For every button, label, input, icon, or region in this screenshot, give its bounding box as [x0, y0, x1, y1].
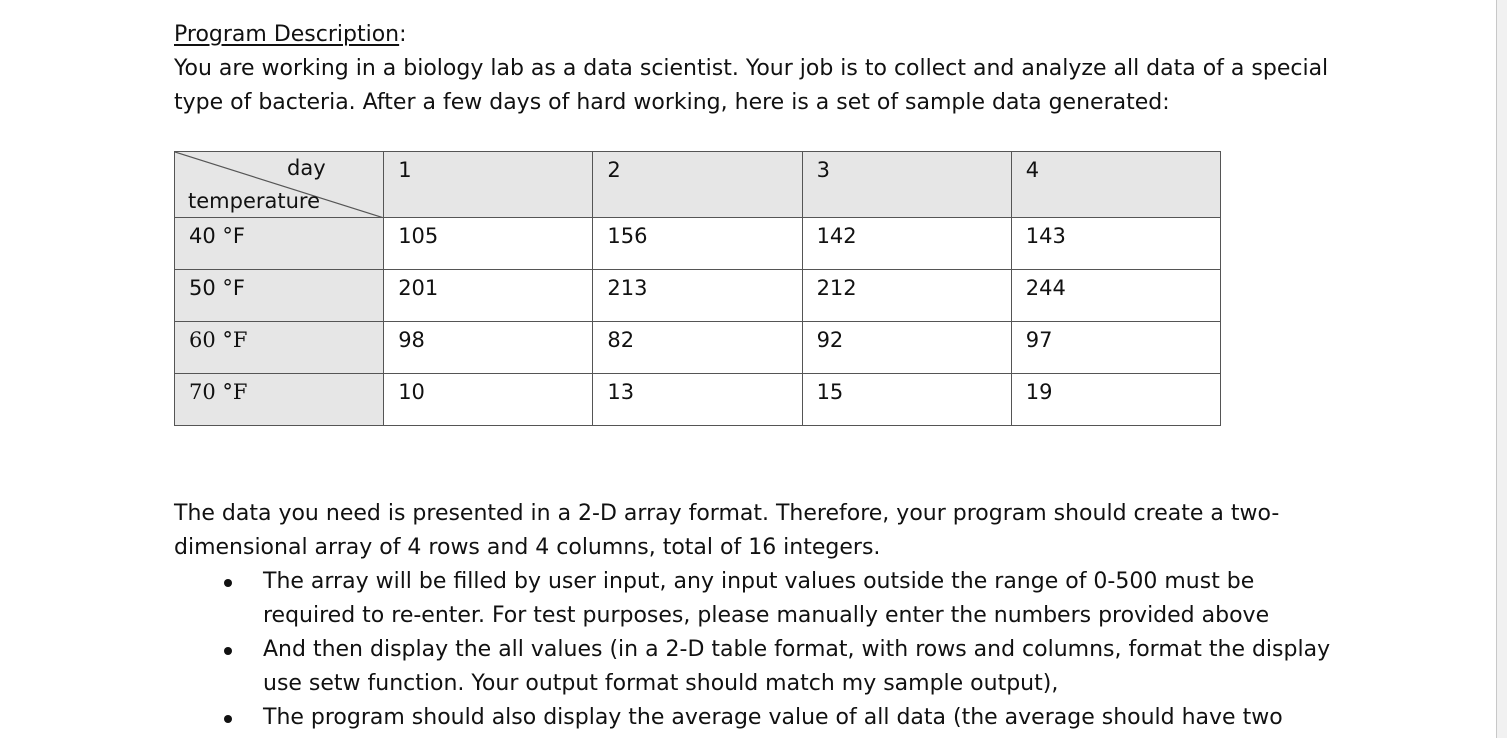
bacteria-data-table	[174, 151, 1221, 426]
table-cell: 212	[802, 270, 1011, 322]
column-header-day-3: 3	[802, 152, 1011, 218]
table-cell: 156	[593, 218, 802, 270]
table-cell: 13	[593, 374, 802, 426]
heading-title: Program Description	[174, 22, 400, 47]
body-line-1: The data you need is presented in a 2-D array format. Therefore, your program should create a two-	[174, 501, 1280, 526]
table-cell: 142	[802, 218, 1011, 270]
table-cell: 19	[1011, 374, 1220, 426]
row-label-60f: 60 °F	[175, 322, 384, 374]
intro-line-1: You are working in a biology lab as a data scientist. Your job is to collect and analyze all data of a special	[174, 56, 1329, 81]
list-item	[174, 565, 1374, 633]
bullet-icon	[224, 715, 232, 723]
table-cell: 82	[593, 322, 802, 374]
bullet-line: And then display the all values (in a 2-D table format, with rows and columns, format the display	[263, 637, 1331, 662]
heading-colon: :	[399, 22, 407, 47]
row-label-70f: 70 °F	[175, 374, 384, 426]
table-cell: 213	[593, 270, 802, 322]
table-row-50f	[175, 270, 1221, 322]
bullet-line: required to re-enter. For test purposes, please manually enter the numbers provided above	[263, 603, 1270, 628]
row-label-40f: 40 °F	[175, 218, 384, 270]
bullet-line: use setw function. Your output format should match my sample output),	[263, 671, 1059, 696]
bullet-icon	[224, 647, 232, 655]
table-row-40f	[175, 218, 1221, 270]
table-cell: 15	[802, 374, 1011, 426]
table-corner-cell	[175, 152, 384, 218]
list-item	[174, 701, 1374, 735]
table-cell: 105	[384, 218, 593, 270]
bullet-icon	[224, 579, 232, 587]
bullet-line: The program should also display the average value of all data (the average should have two	[263, 705, 1283, 730]
table-cell: 244	[1011, 270, 1220, 322]
row-label-50f: 50 °F	[175, 270, 384, 322]
body-line-2: dimensional array of 4 rows and 4 columns, total of 16 integers.	[174, 535, 881, 560]
instructions-block	[174, 497, 1374, 735]
column-header-day-2: 2	[593, 152, 802, 218]
table-cell: 10	[384, 374, 593, 426]
list-item	[174, 633, 1374, 701]
corner-temperature-label: temperature	[188, 189, 320, 213]
intro-line-2: type of bacteria. After a few days of hard working, here is a set of sample data generated:	[174, 90, 1170, 115]
corner-day-label: day	[287, 156, 326, 180]
bullet-line: The array will be filled by user input, any input values outside the range of 0-500 must be	[263, 569, 1255, 594]
table-row-70f	[175, 374, 1221, 426]
table-cell: 92	[802, 322, 1011, 374]
table-cell: 98	[384, 322, 593, 374]
table-cell: 143	[1011, 218, 1220, 270]
column-header-day-4: 4	[1011, 152, 1220, 218]
table-cell: 97	[1011, 322, 1220, 374]
table-cell: 201	[384, 270, 593, 322]
table-row-60f	[175, 322, 1221, 374]
column-header-day-1: 1	[384, 152, 593, 218]
document-intro	[174, 18, 1364, 120]
heading	[174, 18, 1364, 52]
page-shadow	[1497, 0, 1507, 738]
table-header-row	[175, 152, 1221, 218]
requirements-list	[174, 565, 1374, 735]
